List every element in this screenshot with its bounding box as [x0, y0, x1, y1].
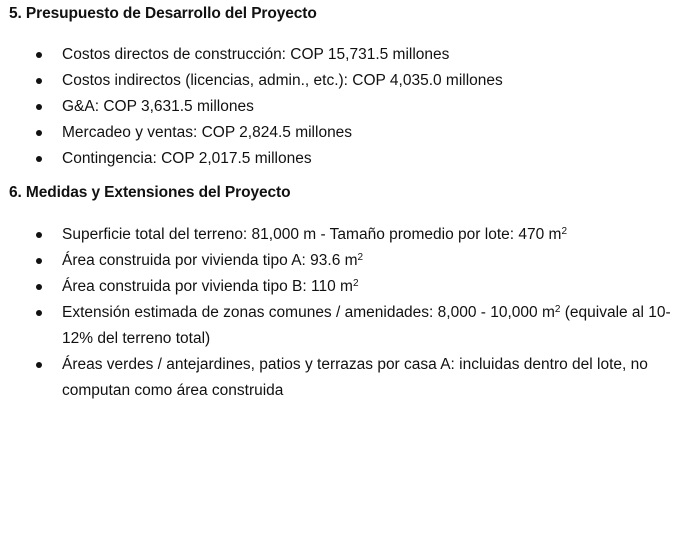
list-item — [0, 352, 684, 404]
superscript-exponent: 2 — [561, 226, 567, 237]
list-item-text: Áreas verdes / antejardines, patios y terrazas por casa A: incluidas dentro del lote, no computan como área construida — [62, 356, 648, 399]
list-item-text: Costos indirectos (licencias, admin., etc.): COP 4,035.0 millones — [62, 72, 503, 89]
list-item-text: Superficie total del terreno: 81,000 m - Tamaño promedio por lote: 470 m — [62, 226, 562, 243]
section-heading-measures: 6. Medidas y Extensiones del Proyecto — [9, 184, 291, 201]
bullet-icon — [36, 258, 42, 264]
list-item — [0, 94, 684, 120]
list-item-text: Mercadeo y ventas: COP 2,824.5 millones — [62, 124, 353, 141]
list-item — [0, 146, 684, 172]
list-item-text: Contingencia: COP 2,017.5 millones — [62, 150, 312, 167]
list-item — [0, 42, 684, 68]
list-item-text: Extensión estimada de zonas comunes / amenidades: 8,000 - 10,000 m — [62, 304, 555, 321]
section-heading-budget: 5. Presupuesto de Desarrollo del Proyecto — [9, 5, 317, 22]
measures-list — [0, 222, 684, 404]
list-item-text: G&A: COP 3,631.5 millones — [62, 98, 254, 115]
budget-list — [0, 42, 684, 172]
superscript-exponent: 2 — [352, 278, 359, 289]
bullet-icon — [36, 104, 42, 110]
bullet-icon — [36, 232, 42, 238]
superscript-exponent: 2 — [554, 304, 561, 315]
list-item — [0, 120, 684, 146]
bullet-icon — [36, 310, 42, 316]
bullet-icon — [36, 130, 42, 136]
bullet-icon — [36, 78, 42, 84]
bullet-icon — [36, 52, 42, 58]
superscript-exponent: 2 — [357, 252, 364, 263]
list-item — [0, 274, 684, 300]
list-item-text-continued: (equivale al 10-12% del terreno total) — [62, 304, 671, 347]
list-item — [0, 222, 684, 248]
list-item-text: Costos directos de construcción: COP 15,731.5 millones — [62, 46, 450, 63]
bullet-icon — [36, 156, 42, 162]
list-item — [0, 68, 684, 94]
list-item-text: Área construida por vivienda tipo B: 110 m — [62, 278, 353, 295]
list-item — [0, 248, 684, 274]
list-item — [0, 300, 684, 352]
bullet-icon — [36, 284, 42, 290]
bullet-icon — [36, 362, 42, 368]
list-item-text: Área construida por vivienda tipo A: 93.6 m — [62, 252, 358, 269]
